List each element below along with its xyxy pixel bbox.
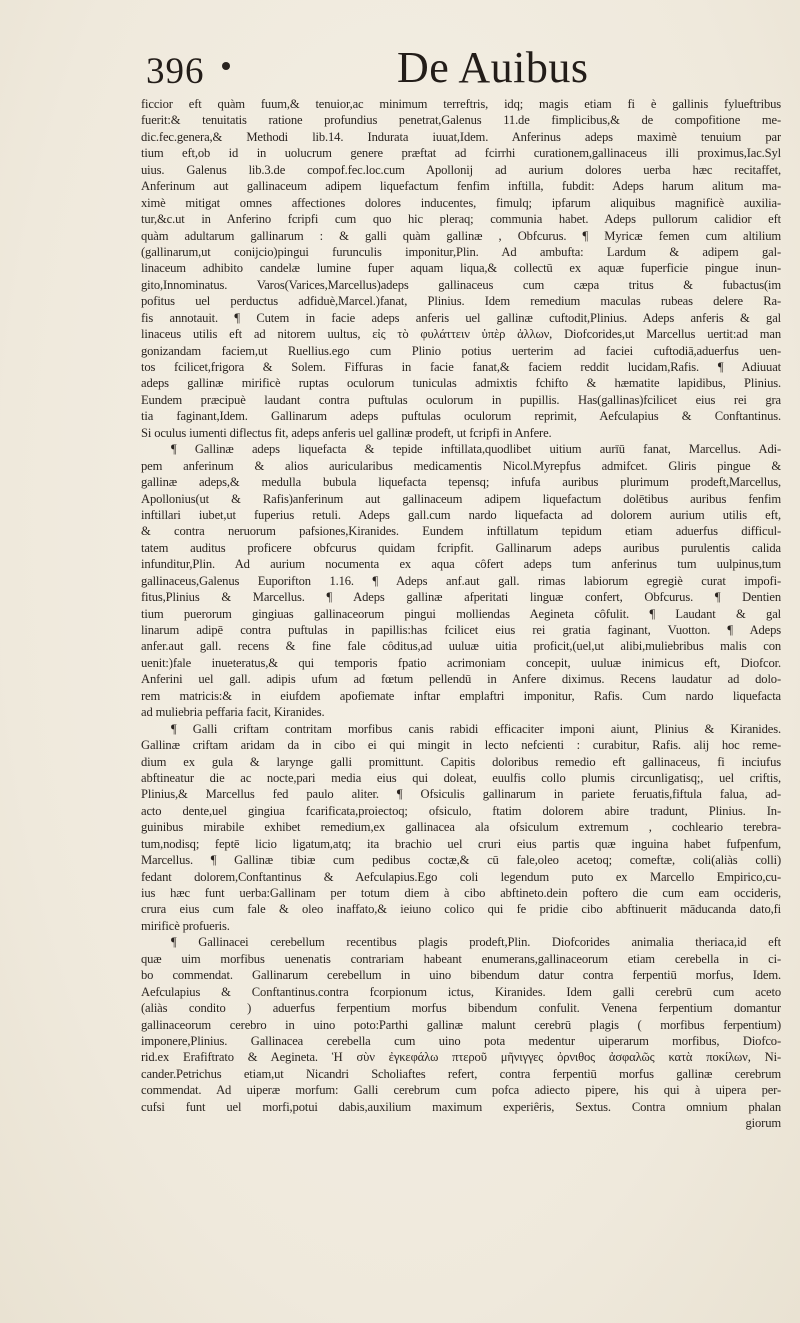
- text-line: gonizandam faciem,ut Ruellius.ego cum Plinio potius uerterim ad faciei cuftodiā,aduerfus uen-: [141, 343, 781, 358]
- paragraph-start-line: ¶ Gallinacei cerebellum recentibus plagis prodeft,Plin. Diofcorides animalia theriaca,id eft: [171, 935, 781, 950]
- text-line: tia faginant,Idem. Gallinarum adeps puftulas oculorum reprimit, Aefculapius & Conftantinus.: [141, 409, 781, 424]
- text-line: tium eft,ob id in uolucrum genere præftat ad fcirrhi curationem,gallinaceus illi proximus,Iac.Syl: [141, 146, 781, 161]
- header-ornament-dot: [222, 62, 230, 70]
- text-line: fitus,Plinius & Marcellus. ¶ Adeps gallinæ afperitati linguæ confert, Obfcurus. ¶ Dentien: [141, 590, 781, 605]
- text-line: Si oculus iumenti diflectus fit, adeps anferis uel gallinæ prodeft, ut fcripfi in Anfere.: [141, 425, 552, 440]
- text-line: mirificè profueris.: [141, 918, 230, 933]
- text-line: acto dente,uel gingiua fcarificata,proiectoq; ofsiculo, ftatim dolorem abire tradunt, Plinius. In-: [141, 803, 781, 818]
- text-line: ficcior eft quàm fuum,& tenuior,ac minimum terreftris, idq; magis etiam fi è gallinis fylueftribus: [141, 97, 781, 111]
- text-line: linaceum adhibito candelæ lumine fuper aquam liqua,& collectū ex aquæ fuperficie pingue inun-: [141, 261, 781, 276]
- text-line: gallinaceus,Galenus Euporifton 1.16. ¶ Adeps anf.aut gall. rimas labiorum egregiè curat impofi-: [141, 573, 781, 588]
- paragraph-start-line: ¶ Galli criftam contritam morfibus canis rabidi efficaciter imponi aiunt, Plinius & Kiranides.: [171, 721, 781, 736]
- text-line: tum,nodisq; feptē licio ligatum,atq; ita brachio uel cruri eius partis quæ inguina habet fufpenfum,: [141, 836, 781, 851]
- text-line: crura eius cum fale & oleo inaffato,& ieiuno colico qui fe pridie cibo abftinuerit māducanda dato,fi: [141, 902, 781, 917]
- text-line: uenit:)fale inueteratus,& qui temporis fpatio acrimoniam concepit, uuluæ inimicus eft, Diofcor.: [141, 655, 781, 670]
- text-line: tium puerorum gingiuas gallinaceorum pingui molliendas Aegineta côfulit. ¶ Laudant & gal: [141, 606, 781, 621]
- text-line: (aliàs condito ) aduerfus ferpentium morfus bibendum confulit. Venena ferpentium domantur: [141, 1001, 781, 1016]
- text-line: commendat. Ad uiperæ morfum: Galli cerebrum cum pofca adiecto pipere, his qui à uipera per-: [141, 1083, 781, 1098]
- text-line: imponere,Plinius. Gallinacea cerebella cum uino pota medentur uiperarum morfibus, Diofco-: [141, 1033, 781, 1048]
- text-line: gallinæ adeps,& medulla bubula liquefacta tepensq; infufa auribus plurimum prodeft,Marcellus,: [141, 475, 781, 490]
- text-line: anfer.aut gall. recens & fine fale côditus,ad uuluæ uitia proficit,(uel,ut alibi,muliebribus malis con: [141, 639, 781, 654]
- text-line: Anferini uel gall. adipis ufum ad fœtum pellendū in Anfere diximus. Recens laudatur ad dolo-: [141, 672, 781, 687]
- text-line: cufsi funt uel morfi,potui dabis,auxilium maximum experiêris, Sextus. Contra omnium phalan: [141, 1099, 781, 1114]
- text-line: ad muliebria peffaria facit, Kiranides.: [141, 705, 325, 720]
- page-number: 396: [146, 51, 205, 92]
- text-line: tur,&c.ut in Anferino fcripfi cum quo hic pleraq; communia habet. Adeps pullorum calidior eft: [141, 212, 781, 227]
- text-line: Plinius,& Marcellus fed paulo aliter. ¶ Ofsiculis gallinarum in pariete feruatis,fiftula falua, ad-: [141, 787, 781, 802]
- text-line: bo commendat. Gallinarum cerebellum in uino bibendum datur contra ferpentiū morfus, Idem.: [141, 968, 781, 983]
- text-line: fedant dolorem,Conftantinus & Aefculapius.Ego coli legendum puto ex Marcello Empirico,cu-: [141, 869, 781, 884]
- text-line: rem matricis:& in eiufdem apofiemate inftar emplaftri imponitur, Rafis. Cum nardo liquefacta: [141, 688, 781, 703]
- text-line: linarum adipē contra puftulas in papillis:has fcilicet eius rei gratia faginant, Vuotton. ¶ Adeps: [141, 623, 781, 637]
- text-line: Marcellus. ¶ Gallinæ tibiæ cum pedibus coctæ,& cū fale,oleo acetoq; comeftæ, coli(aliàs colli): [141, 853, 781, 868]
- page-header: [140, 42, 780, 90]
- text-line: ximè mitigat omnes affectiones dolores inducentes, fimulq; ipfarum aliquibus magnificè auxilia-: [141, 195, 781, 210]
- text-line: gito,Innominatus. Varos(Varices,Marcellus)adeps gallinaceus cum cæpa tritus & fubactus(im: [141, 277, 781, 292]
- text-line: adeps gallinæ mirificè ruptas oculorum tuniculas admixtis fchifto & hæmatite lapidibus, Plinius.: [141, 376, 781, 391]
- text-line: rid.ex Erafiftrato & Aegineta. Ἡ σὺν ἐγκεφάλω πτεροῦ μῆνιγγες ὀρνιθος ἀσφαλῶς κατὰ ποκίλων, Ni-: [141, 1050, 781, 1065]
- paragraph-start-line: ¶ Gallinæ adeps liquefacta & tepide inftillata,quodlibet uitium aurīū fanat, Marcellus. Adi-: [171, 442, 781, 457]
- running-title: De Auibus: [397, 43, 589, 92]
- text-line: inftillari iubet,ut fuperius retuli. Adeps gall.cum nardo liquefacta ad dolorem aurium utilis eft,: [141, 507, 781, 522]
- catchword: giorum: [745, 1116, 781, 1131]
- text-line: Anferinum aut gallinaceum adipem liquefactum fenfim inftilla, fubdit: Adeps harum alitum ma-: [141, 179, 781, 194]
- text-line: Aefculapius & Conftantinus.contra fcorpionum ictus, Kiranides. Idem galli cerebrū cum aceto: [141, 984, 781, 999]
- text-line: quàm adultarum gallinarum : & galli quàm gallinæ , Obfcurus. ¶ Myricæ femen cum altilium: [141, 228, 781, 243]
- text-line: fuerit:& tenuitatis ratione profundius penetrat,Galenus 11.de fimplicibus,& de compofitione me-: [141, 113, 781, 128]
- text-line: Apollonius(ut & Rafis)anferinum aut gallinaceum adipem liquefactum dolētibus auribus fenfim: [141, 491, 781, 506]
- text-line: ius hæc funt uerba:Gallinam per totum diem à cibo abftineto.dein poftero die cum eam occideris,: [141, 886, 781, 900]
- text-line: abftineatur die ac nocte,pari media eius qui doleat, euulfis collo plumis circunligatisq;, uel criftis,: [141, 770, 781, 785]
- text-line: infunditur,Plin. Ad aurium nocumenta ex aqua côfert adeps tum anferinus tum uulpinus,tum: [141, 557, 781, 572]
- text-line: guinibus mirabile exhibet remedium,ex gallinacea ala ofsiculum extremum , cochleario terebra-: [141, 820, 781, 835]
- text-line: uius. Galenus lib.3.de compof.fec.loc.cum Apollonij ad aurium dolores uerba hæc recitaffet,: [141, 162, 781, 177]
- text-line: pofitus uel perductus adfiduè,Marcel.)fanat, Plinius. Idem remedium maculas rubeas delere Ra-: [141, 294, 781, 309]
- text-line: pem anferinum & alios auricularibus medicamentis Nicol.Myrepfus admifcet. Gliris pingue &: [141, 458, 781, 473]
- body-text: [141, 96, 781, 1132]
- text-line: quæ uim morfibus uenenatis contrariam habeant enumerans,gallinaceorum etiam cerebella in ci-: [141, 951, 781, 966]
- text-line: Eundem præcipuè laudant contra puftulas oculorum in pupillis. Has(gallinas)fcilicet eius rei gra: [141, 392, 781, 407]
- text-line: tatem auditus proficere obfcurus quidam fcripfit. Gallinarum adeps auribus purulentis calida: [141, 540, 781, 555]
- text-line: gallinaceorum cerebro in uino poto:Parthi gallinæ malunt cerebrū plagis ( morfibus ferpentium): [141, 1017, 781, 1032]
- text-line: tos fcilicet,frigora & Solem. Fiffuras in facie fanat,& faciem reddit lucidam,Rafis. ¶ Adiuuat: [141, 360, 781, 374]
- text-line: & contra neruorum pafsiones,Kiranides. Eundem inftillatum tepidum etiam aduerfus difficul-: [141, 524, 781, 539]
- text-line: cander.Petrichus etiam,ut Nicandri Scholiaftes refert, contra ferpentiū morfus gallinæ cerebrum: [141, 1066, 781, 1081]
- text-line: Gallinæ criftam aridam da in cibo ei qui mingit in lecto nefcienti : curabitur, Rafis. alij hoc reme-: [141, 738, 781, 753]
- text-line: fis annotauit. ¶ Cutem in facie adeps anferis uel gallinæ cuftodit,Plinius. Adeps anferis & gal: [141, 310, 781, 325]
- text-line: dic.fec.genera,& Methodi lib.14. Indurata iuuat,Idem. Anferinus adeps maximè tenuium par: [141, 129, 781, 144]
- text-line: dium ex gula & larynge galli promittunt. Capitis doloribus remedio eft gallinaceus, fi inciufus: [141, 754, 781, 769]
- text-line: linaceus utilis eft ad nitorem uultus, εἰς τὸ φυλάττειν ὑπὲρ ἀλλων, Diofcorides,ut Marcellus uertit:ad man: [141, 327, 781, 342]
- text-line: (gallinarum,ut conijcio)pingui furunculis imponitur,Plin. Ad ambufta: Lardum & adipem gal-: [141, 244, 781, 259]
